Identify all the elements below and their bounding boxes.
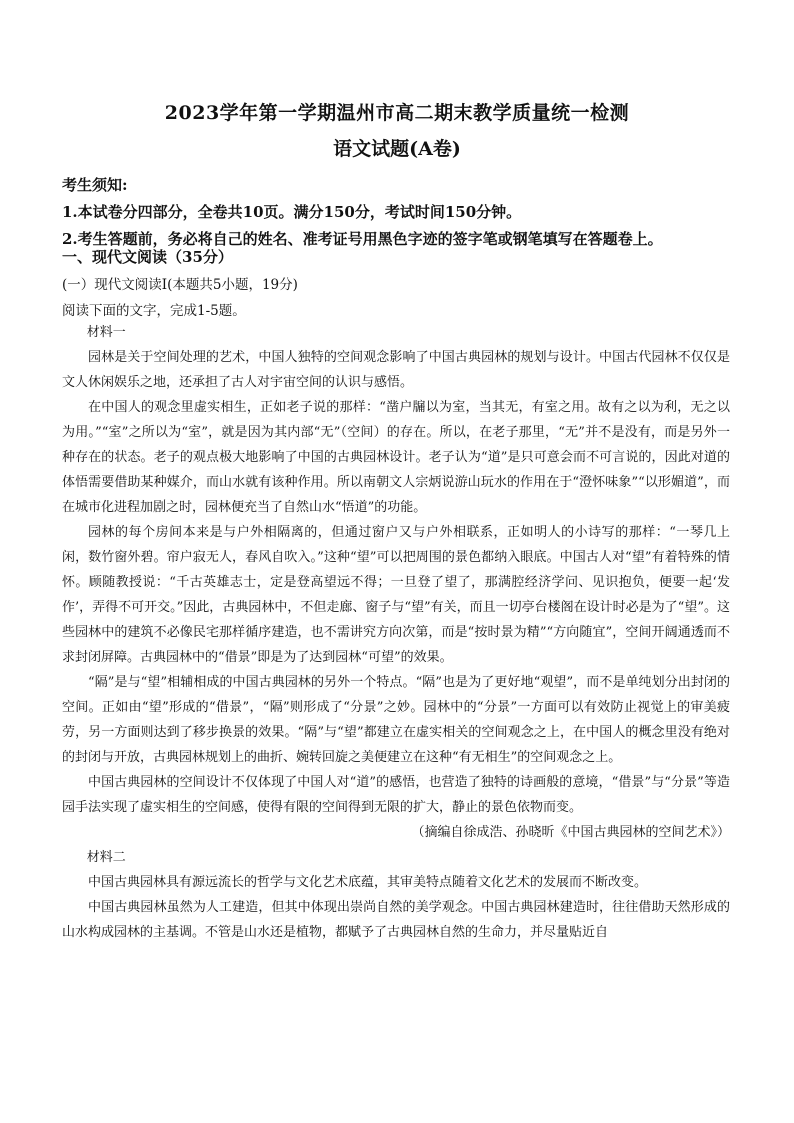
material-1-label: 材料一 [86, 325, 126, 340]
notice-item-1: 1.本试卷分四部分，全卷共10页。满分150分，考试时间150分钟。 [62, 203, 522, 221]
notice-item-2: 2.考生答题前，务必将自己的姓名、准考证号用黑色字迹的签字笔或钢笔填写在答题卷上。 [62, 230, 663, 248]
material-2-label: 材料二 [86, 850, 126, 865]
subsection-heading: (一）现代文阅读I(本题共5小题，19分) [62, 277, 298, 293]
material-1-paragraph-5: 中国古典园林的空间设计不仅体现了中国人对“道”的感悟，也营造了独特的诗画般的意境，“借景”与“分景”等造园手法实现了虚实相生的空间感，使得有限的空间得到无限的扩大，静止的景色依物而变。 [62, 775, 730, 815]
exam-title: 2023学年第一学期温州市高二期末教学质量统一检测 [164, 102, 630, 124]
material-2-paragraph-1: 中国古典园林具有源远流长的哲学与文化艺术底蕴，其审美特点随着文化艺术的发展而不断改变。 [88, 875, 648, 890]
reading-passage [62, 320, 730, 945]
material-1-source: （摘编自徐成浩、孙晓昕《中国古典园林的空间艺术》） [411, 825, 730, 840]
section-heading: 一、现代文阅读（35分） [62, 248, 233, 266]
material-1-paragraph-1: 园林是关于空间处理的艺术，中国人独特的空间观念影响了中国古典园林的规划与设计。中国古代园林不仅仅是文人休闲娱乐之地，还承担了古人对宇宙空间的认识与感悟。 [62, 350, 730, 390]
material-1-paragraph-4: “隔”是与“望”相辅相成的中国古典园林的另外一个特点。“隔”也是为了更好地“观望”，而不是单纯划分出封闭的空间。正如由“望”形成的“借景”，“隔”则形成了“分景”之妙。园林中的“分景”一方面可以有效防止视觉上的审美疲劳，另一方面则达到了移步换景的效果。“隔”与“望”都建立在虚实相关的空间观念之上，在中国人的概念里没有绝对的封闭与开放，古典园林规划上的曲折、婉转回旋之美便建立在这种“有无相生”的空间观念之上。 [62, 675, 730, 765]
reading-instruction: 阅读下面的文字，完成1-5题。 [62, 303, 246, 319]
notice-heading: 考生须知: [62, 176, 128, 194]
material-1-paragraph-2: 在中国人的观念里虚实相生，正如老子说的那样：“凿户牖以为室，当其无，有室之用。故有之以为利，无之以为用。”“室”之所以为“室”，就是因为其内部“无”（空间）的存在。所以，在老子那里，“无”并不是没有，而是另外一种存在的状态。老子的观点极大地影响了中国的古典园林设计。老子认为“道”是只可意会而不可言说的，因此对道的体悟需要借助某种媒介，而山水就有该种作用。所以南朝文人宗炳说游山玩水的作用在于“澄怀味象”“以形媚道”，而在城市化进程加剧之时，园林便充当了自然山水“悟道”的功能。 [62, 400, 730, 515]
candidate-notice [62, 172, 742, 253]
material-2-paragraph-2: 中国古典园林虽然为人工建造，但其中体现出崇尚自然的美学观念。中国古典园林建造时，往往借助天然形成的山水构成园林的主基调。不管是山水还是植物，都赋予了古典园林自然的生命力，并尽量贴近自 [62, 900, 730, 940]
material-1-paragraph-3: 园林的每个房间本来是与户外相隔离的，但通过窗户又与户外相联系，正如明人的小诗写的那样：“一琴几上闲，数竹窗外碧。帘户寂无人，春风自吹入。”这种“望”可以把周围的景色都纳入眼底。中国古人对“望”有着特殊的情怀。顾随教授说：“千古英雄志士，定是登高望远不得；一旦登了望了，那满腔经济学问、见识抱负，便要一起‘发作’，弄得不可开交。”因此，古典园林中，不但走廊、窗子与“望”有关，而且一切亭台楼阁在设计时必是为了“望”。这些园林中的建筑不必像民宅那样循序建造，也不需讲究方向次第，而是“按时景为精”“方向随宜”，空间开阔通透而不求封闭屏障。古典园林中的“借景”即是为了达到园林“可望”的效果。 [62, 525, 730, 665]
exam-subtitle: 语文试题(A卷) [333, 138, 461, 160]
